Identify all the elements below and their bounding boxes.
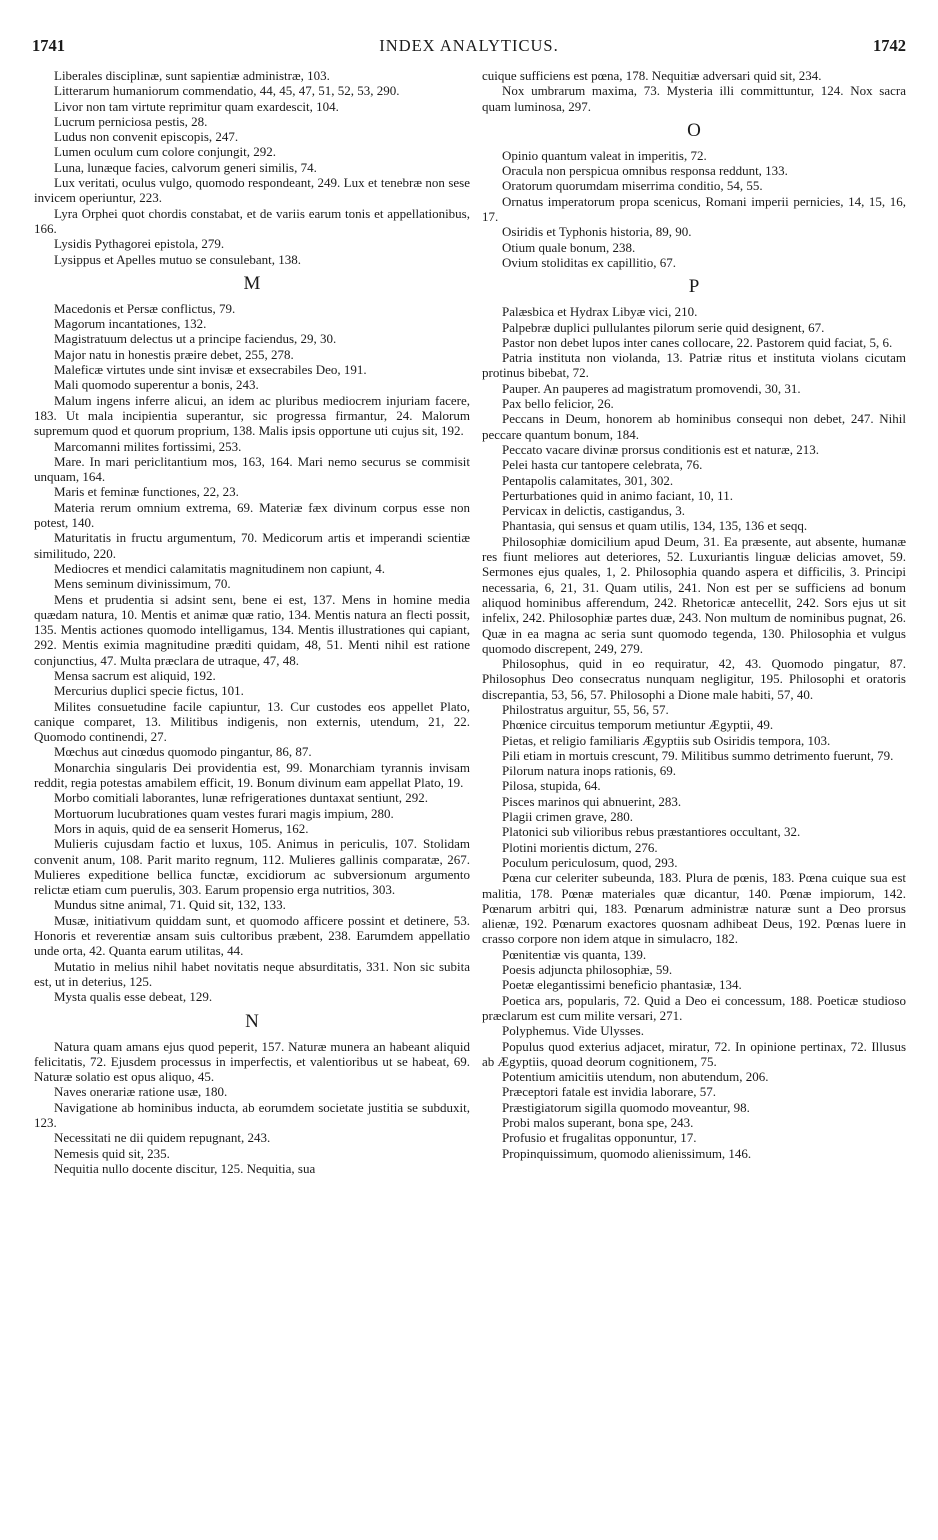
index-entry: Materia rerum omnium extrema, 69. Materiæ fæx divinum corpus esse non potest, 140. [34,499,470,531]
index-entry: Pentapolis calamitates, 301, 302. [502,472,674,488]
index-entry: Plagii crimen grave, 280. [502,809,634,825]
index-entry: Mysta qualis esse debeat, 129. [54,989,213,1005]
index-entry: Lucrum perniciosa pestis, 28. [54,113,208,129]
index-entry: Morbo comitiali laborantes, lunæ refrigerationes duntaxat sentiunt, 292. [54,790,429,806]
index-entry: Malum ingens inferre alicui, an idem ac pluribus mediocrem injuriam facere, 183. Ut mala incipientia superantur, sic progressa firmantur, 24. Malorum supremum quod et quorum proprium, 138. Malis ipsis opportune uti cujus sit, 192. [34,392,470,439]
index-entry: Pilorum natura inops rationis, 69. [502,763,677,779]
index-entry: Poetica ars, popularis, 72. Quid a Deo ei concessum, 188. Poeticæ studioso præclarum est cum milite versari, 271. [482,992,906,1023]
index-entry: Patria instituta non violanda, 13. Patriæ ritus et instituta violans cicutam protinus bibebat, 72. [482,350,906,381]
index-entry: Litterarum humaniorum commendatio, 44, 45, 47, 51, 52, 53, 290. [54,83,400,99]
index-entry: Ornatus imperatorum propa scenicus, Romani imperii pernicies, 14, 15, 16, 17. [482,193,906,225]
left-column [34,68,470,1176]
index-entry: Navigatione ab hominibus inducta, ab eorumdem societate justitia se subduxit, 123. [34,1099,470,1130]
index-entry: Luna, lunæque facies, calvorum generi similis, 74. [54,159,317,175]
index-entry: Nox umbrarum maxima, 73. Mysteria illi committuntur, 124. Nox sacra quam luminosa, 297. [482,83,906,114]
page-number-left: 1741 [32,36,65,55]
index-entry: Marcomanni milites fortissimi, 253. [54,438,242,454]
index-entry: Major natu in honestis præire debet, 255, 278. [54,346,294,362]
index-entry: Phœnice circuitus temporum metiuntur Ægyptii, 49. [502,717,774,733]
index-entry: Philosophus, quid in eo requiratur, 42, 43. Quomodo pingatur, 87. Philosophus Deo consecratus nunquam negligitur, 195. Philosophi et oratoris discrepantia, 53, 56, 57. Philosophi a Dione male habiti, 57, 40. [482,656,906,702]
index-entry: Mediocres et mendici calamitatis magnitudinem non capiunt, 4. [54,560,386,576]
index-entry: Pax bello felicior, 26. [502,396,614,412]
index-entry: Pili etiam in mortuis crescunt, 79. Militibus summo detrimento fuerunt, 79. [502,747,894,763]
index-entry: Mors in aquis, quid de ea senserit Homerus, 162. [54,820,309,836]
index-entry: Maturitatis in fructu argumentum, 70. Medicorum artis et imperandi scientiæ similitudo, 220. [34,530,470,561]
index-entry: Pietas, et religio familiaris Ægyptiis sub Osiridis tempora, 103. [502,732,831,748]
index-entry: Natura quam amans ejus quod peperit, 157. Naturæ munera an habeant aliquid felicitatis, 72. Ejusdem processus in imperfectis, et valentioribus ut se habeat, 69. Naturæ solatio est opus aliquo, 45. [34,1038,470,1085]
index-entry: Oracula non perspicua omnibus responsa reddunt, 133. [502,163,788,179]
index-entry: Pastor non debet lupos inter canes collocare, 22. Pastorem quid faciat, 5, 6. [502,334,893,350]
index-entry: Ludus non convenit episcopis, 247. [54,129,239,145]
index-entry: Phantasia, qui sensus et quam utilis, 134, 135, 136 et seqq. [502,518,808,534]
index-entry: Livor non tam virtute reprimitur quam exardescit, 104. [54,98,339,114]
index-entry: Plotini morientis dictum, 276. [502,839,658,855]
index-entry: Palpebræ duplici pullulantes pilorum serie quid designent, 67. [502,319,825,335]
index-entry: Perturbationes quid in animo faciant, 10, 11. [502,487,733,503]
index-entry: Pœnitentiæ vis quanta, 139. [502,946,647,962]
index-entry: Nequitia nullo docente discitur, 125. Nequitia, sua [54,1160,316,1176]
index-entry: Mens et prudentia si adsint senι, bene ei est, 137. Mens in homine media quædam natura, 10. Mentis et animæ quæ ratio, 134. Mentis natura an flecti possit, 135. Mentis actiones quomodo intelligamus, 134. Mentis illustrationes qui capiant, 292. Mentis eximia magnitudine præditi quidam, 48, 51. Menti nihil est ratione conjunctius, 47. Multa præclara de utraque, 47, 48. [34,591,470,668]
index-entry: Poetæ elegantissimi beneficio phantasiæ, 134. [502,977,742,993]
index-entry: Mali quomodo superentur a bonis, 243. [54,377,259,393]
index-entry: Peccato vacare divinæ prorsus conditionis est et naturæ, 213. [502,441,819,457]
index-entry: Osiridis et Typhonis historia, 89, 90. [502,224,692,240]
index-entry: Profusio et frugalitas opponuntur, 17. [502,1130,697,1146]
index-entry: Lysidis Pythagorei epistola, 279. [54,236,225,252]
index-entry: Nemesis quid sit, 235. [54,1145,170,1161]
index-entry: Platonici sub vilioribus rebus præstantiores occultant, 32. [502,824,801,840]
index-entry: Magorum incantationes, 132. [54,316,207,332]
index-entry: Pelei hasta cur tantopere celebrata, 76. [502,457,703,473]
index-entry: Polyphemus. Vide Ulysses. [502,1023,644,1039]
section-letter: O [687,119,701,141]
index-entry: Mœchus aut cinœdus quomodo pingantur, 86, 87. [54,744,312,760]
index-entry: Lumen oculum cum colore conjungit, 292. [54,144,277,160]
index-entry: Præstigiatorum sigilla quomodo moveantur, 98. [502,1099,750,1115]
index-entry: Peccans in Deum, honorem ab hominibus consequi non debet, 247. Nihil peccare quantum bonum, 184. [482,411,906,442]
index-entry: Pisces marinos qui abnuerint, 283. [502,793,682,809]
index-entry: Otium quale bonum, 238. [502,239,636,255]
index-entry: Mercurius duplici specie fictus, 101. [54,683,244,699]
index-entry: Macedonis et Persæ conflictus, 79. [54,300,236,316]
index-entry: Potentium amicitiis utendum, non abutendum, 206. [502,1069,769,1085]
index-entry: Propinquissimum, quomodo alienissimum, 146. [502,1145,752,1161]
index-entry: Pervicax in delictis, castigandus, 3. [502,503,686,519]
index-entry: Mulieris cujusdam factio et luxus, 105. Animus in periculis, 107. Stolidam convenit anum, 108. Parit marito regnum, 112. Mulieres gallinis comparatæ, 267. Mulieres expeditione bellica functæ, excidiorum ac subversionum argumento relictæ etiam cum puerulis, 303. Earum propensio erga nutritios, 303. [34,836,470,898]
index-entry: Mutatio in melius nihil habet novitatis neque absurditatis, 331. Non sic subita est, ut in deterius, 125. [34,958,470,989]
index-entry: Naves onerariæ ratione usæ, 180. [54,1084,228,1100]
index-entry: Poculum periculosum, quod, 293. [502,854,678,870]
index-entry: Mensa sacrum est aliquid, 192. [54,667,216,683]
section-letter: M [243,272,261,294]
index-entry: Philosophiæ domicilium apud Deum, 31. Ea præsente, aut absente, humanæ res fiunt meliores aut deteriores, 52. Luxuriantis linguæ delicias amovet, 59. Sermones ejus quales, 1, 2. Philosophia quando aspera et difficilis, 3. Principi necessaria, 6, 21, 31. Quam utilis, 241. Non est per se sufficiens ad bonum aliquod hominibus afferendum, 242. Rhetoricæ antecellit, 242. Sors ejus ut sit infelix, 242. Philosophiæ partes duæ, 243. Non multum de nominibus pugnat, 26. Quæ in ea magna ac seria sunt quomodo tegenda, 130. Philosophia et vulgus quomodo discrepent, 249, 279. [482,533,906,656]
index-entry: Lux veritati, oculus vulgo, quomodo respondeant, 249. Lux et tenebræ non sese invicem operiuntur, 223. [34,175,470,206]
index-entry: Lysippus et Apelles mutuo se consulebant, 138. [54,251,301,267]
index-entry: Magistratuum delectus ut a principe faciendus, 29, 30. [54,331,337,347]
index-entry: Pilosa, stupida, 64. [502,778,601,794]
index-entry: Lyra Orphei quot chordis constabat, et de variis earum tonis et appellationibus, 166. [34,205,470,236]
index-entry: Poesis adjuncta philosophiæ, 59. [502,962,673,978]
section-letter: P [688,276,700,298]
index-entry: Liberales disciplinæ, sunt sapientiæ administræ, 103. [54,68,330,83]
index-entry: Musæ, initiativum quiddam sunt, et quomodo afficere possint et detinere, 53. Honoris et reverentiæ ansam suis cultoribus præbent, 238. Earumdem appellatio unde orta, 42. Quanta earum utilitas, 44. [34,912,470,959]
index-entry: Præceptori fatale est invidia laborare, 57. [502,1084,717,1100]
index-entry: Necessitati ne dii quidem repugnant, 243. [54,1130,271,1146]
page-header [32,36,906,58]
index-entry: cuique sufficiens est pœna, 178. Nequitiæ adversari quid sit, 234. [482,68,822,83]
index-entry: Milites consuetudine facile capiuntur, 13. Cur custodes eos appellet Plato, canique comparet, 13. Militibus indigenis, non externis, utendum, 21, 22. Quomodo continendi, 27. [34,698,470,745]
section-letter: N [245,1010,259,1032]
index-entry: Ovium stoliditas ex capillitio, 67. [502,254,677,270]
index-entry: Palæsbica et Hydrax Libyæ vici, 210. [502,304,698,320]
running-title: INDEX ANALYTICUS. [379,36,559,55]
index-entry: Mortuorum lucubrationes quam vestes furari magis impium, 280. [54,805,394,821]
index-entry: Mens seminum divinissimum, 70. [54,576,231,592]
index-entry: Oratorum quorumdam miserrima conditio, 54, 55. [502,178,763,194]
page-number-right: 1742 [873,36,906,55]
index-entry: Populus quod exterius adjacet, miratur, 72. In opinione pertinax, 72. Illusus ab Ægyptiis, quoad deorum cognitionem, 75. [482,1038,906,1069]
index-entry: Maleficæ virtutes unde sint invisæ et exsecrabiles Deo, 191. [54,362,367,378]
index-entry: Opinio quantum valeat in imperitis, 72. [502,147,707,163]
index-entry: Monarchia singularis Dei providentia est, 99. Monarchiam tyrannis invisam reddit, regia potestas amabilem efficit, 19. Bonum divinum eam appellat Plato, 19. [34,759,470,791]
index-entry: Maris et feminæ functiones, 22, 23. [54,484,239,500]
index-entry: Pœna cur celeriter subeunda, 183. Plura de pœnis, 183. Pœna cuique sua est malitia, 178. Pœnæ materiales quæ dicantur, 140. Pœnæ impiorum, 142. Pœnarum arbitri qui, 183. Pœnarum administræ naturæ sunt a Deo prorsus alienæ, 192. Pœnarum exactores quosnam adhibeat Deus, 192. Pœnas luere in crasso corpore non idem atque in simulacro, 182. [482,870,906,947]
index-entry: Mundus sitne animal, 71. Quid sit, 132, 133. [54,897,286,913]
index-entry: Mare. In mari periclitantium mos, 163, 164. Mari nemo securus se commisit unquam, 164. [34,453,470,485]
right-column [482,68,906,1161]
index-entry: Philostratus arguitur, 55, 56, 57. [502,701,669,717]
index-entry: Pauper. An pauperes ad magistratum promovendi, 30, 31. [502,380,801,396]
index-entry: Probi malos superant, bona spe, 243. [502,1115,694,1130]
